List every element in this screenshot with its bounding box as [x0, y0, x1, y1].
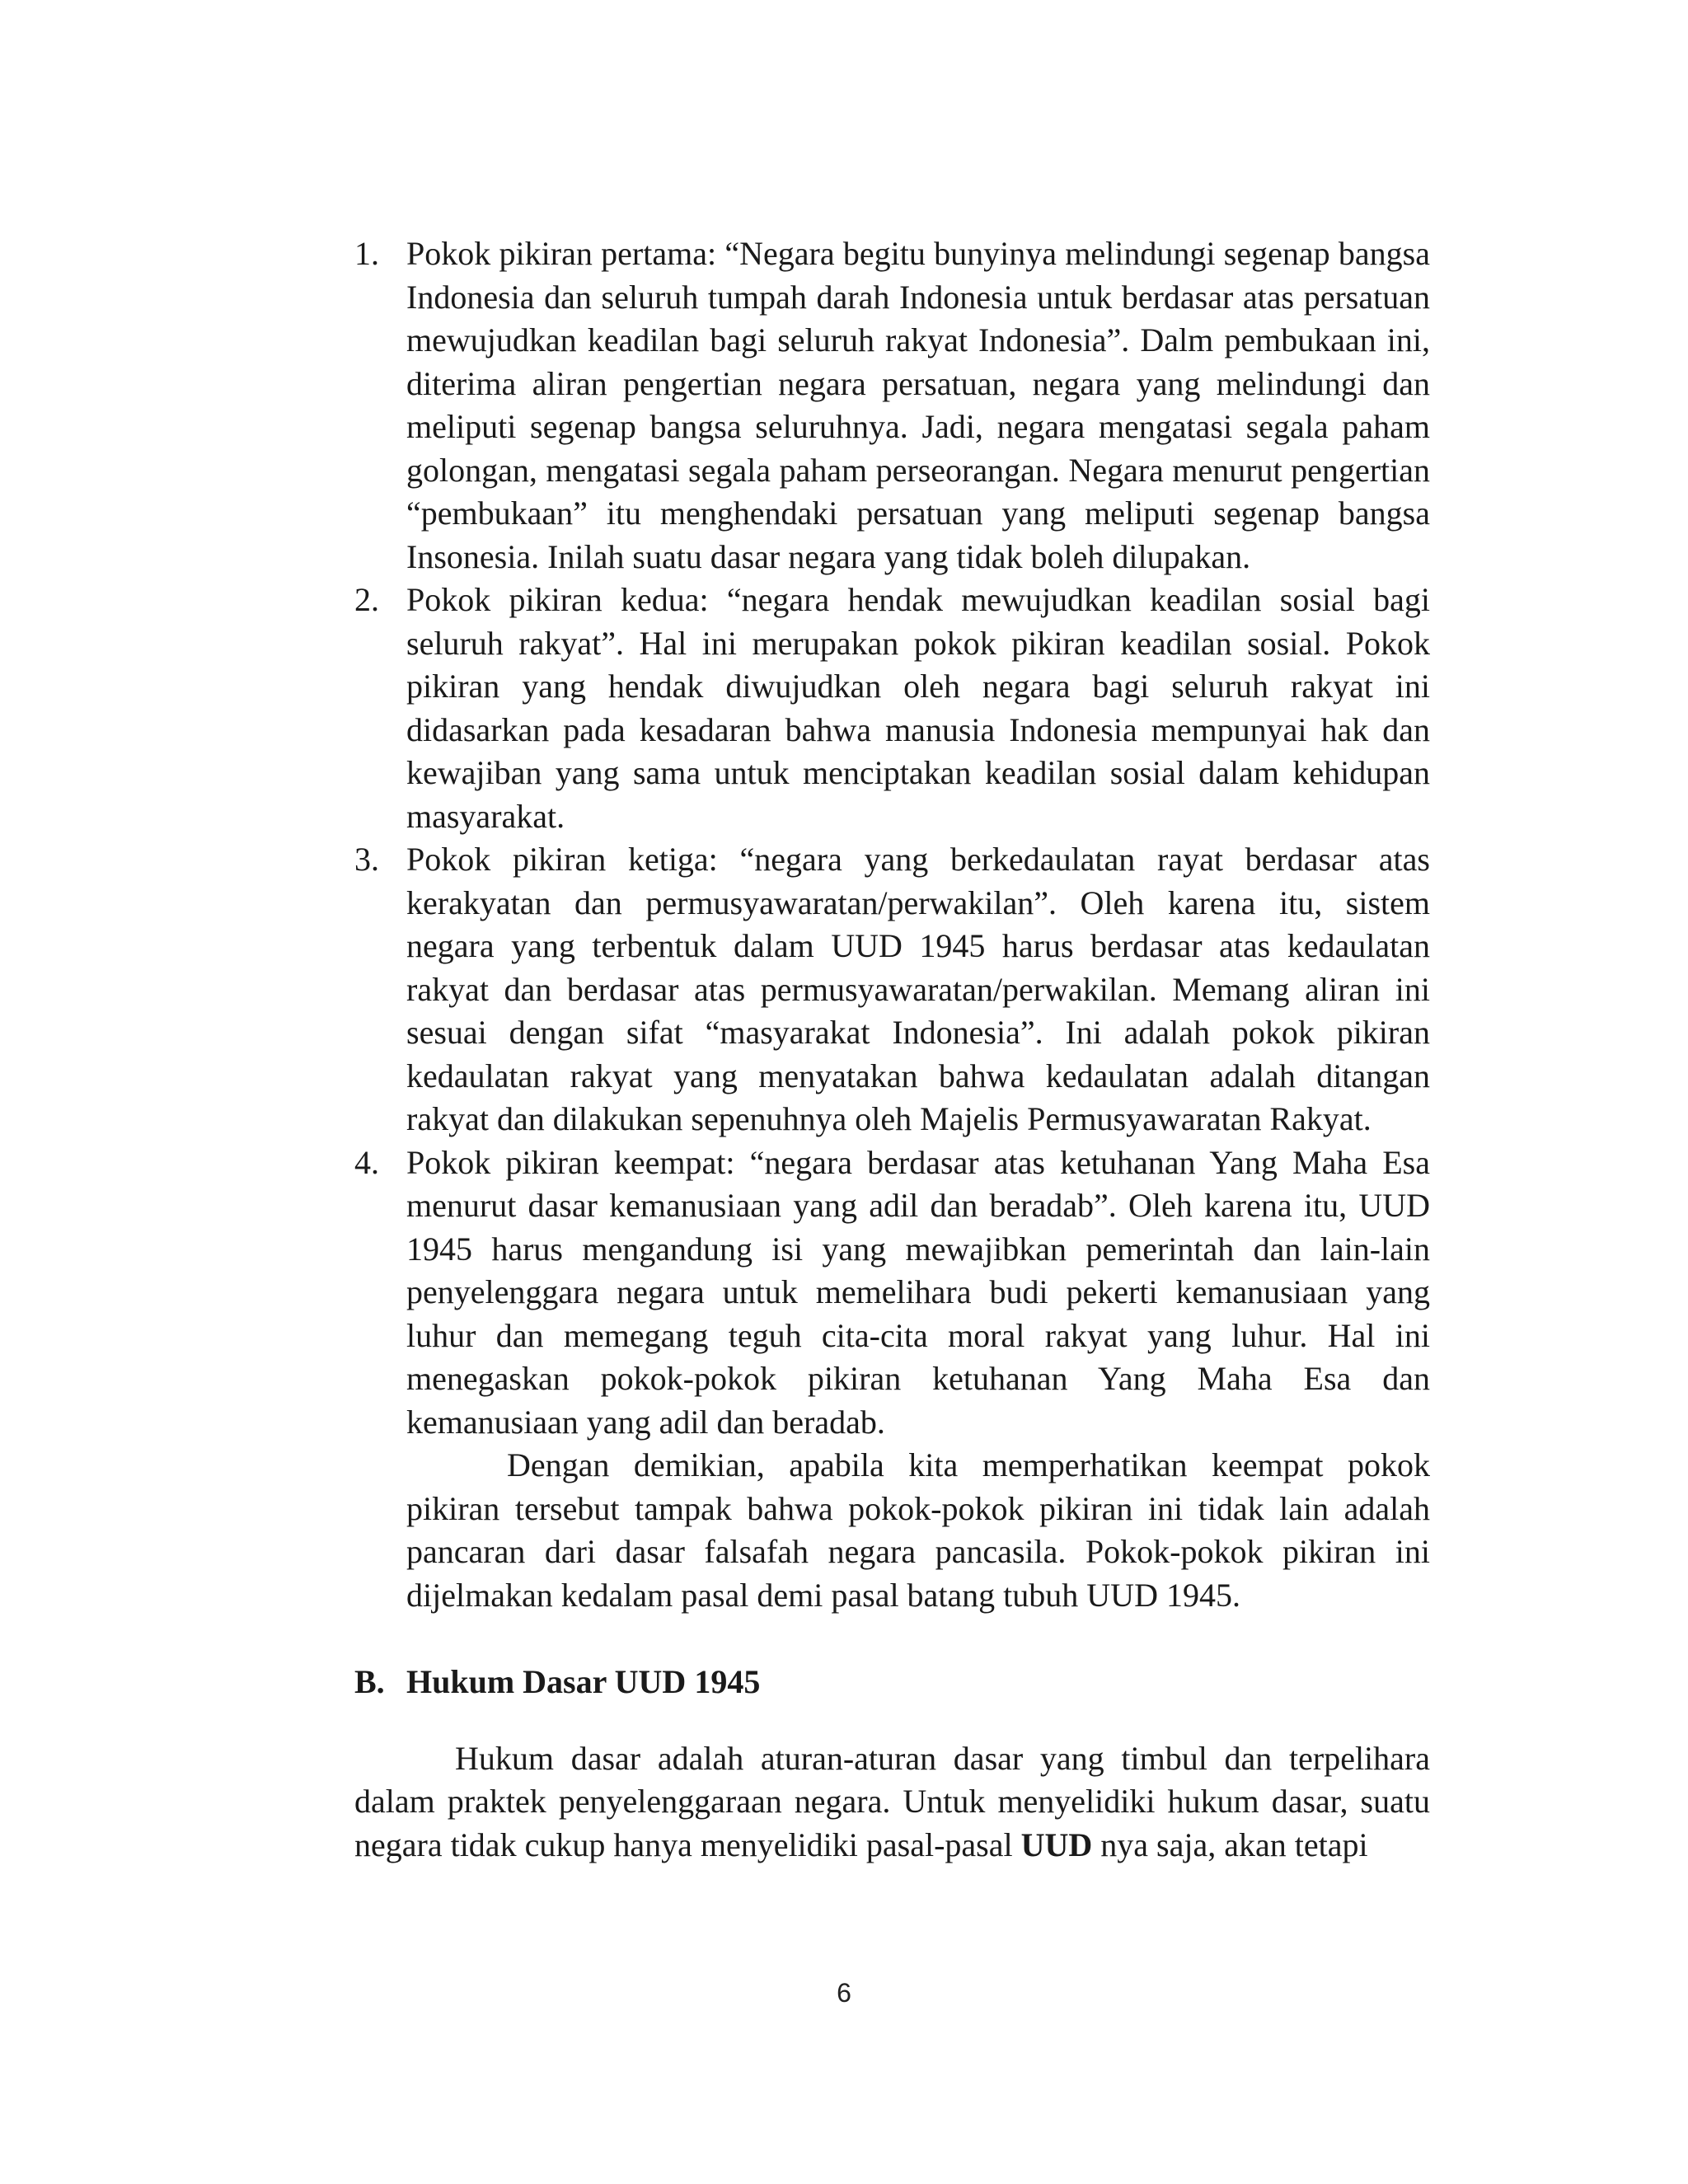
list-item: [354, 838, 1430, 1141]
page-number: 6: [837, 1978, 851, 2008]
list-item-number: 3.: [354, 841, 379, 878]
list-item-text: Pokok pikiran pertama: “Negara begitu bunyinya melindungi segenap bangsa Indonesia dan seluruh tumpah darah Indonesia untuk berdasar atas persatuan mewujudkan keadilan bagi seluruh rakyat Indonesia”. Dalm pembukaan ini, diterima aliran pengertian negara persatuan, negara yang melindungi dan meliputi segenap bangsa seluruhnya. Jadi, negara mengatasi segala paham golongan, mengatasi segala paham perseorangan. Negara menurut pengertian “pembukaan” itu menghendaki persatuan yang meliputi segenap bangsa Insonesia. Inilah suatu dasar negara yang tidak boleh dilupakan.: [406, 235, 1430, 575]
list-item-text: Pokok pikiran keempat: “negara berdasar atas ketuhanan Yang Maha Esa menurut dasar kemanusiaan yang adil dan beradab”. Oleh karena itu, UUD 1945 harus mengandung isi yang mewajibkan pemerintah dan lain-lain penyelenggara negara untuk memelihara budi pekerti kemanusiaan yang luhur dan memegang teguh cita-cita moral rakyat yang luhur. Hal ini menegaskan pokok-pokok pikiran ketuhanan Yang Maha Esa dan kemanusiaan yang adil dan beradab.: [406, 1143, 1430, 1441]
list-item-number: 1.: [354, 235, 379, 272]
body-text-bold: UUD: [1020, 1825, 1093, 1863]
section-letter: B.: [354, 1663, 385, 1700]
list-item-text: Pokok pikiran ketiga: “negara yang berkedaulatan rayat berdasar atas kerakyatan dan permusyawaratan/perwakilan”. Oleh karena itu, sistem negara yang terbentuk dalam UUD 1945 harus berdasar atas kedaulatan rakyat dan berdasar atas permusyawaratan/perwakilan. Memang aliran ini sesuai dengan sifat “masyarakat Indonesia”. Ini adalah pokok pikiran kedaulatan rakyat yang menyatakan bahwa kedaulatan adalah ditangan rakyat dan dilakukan sepenuhnya oleh Majelis Permusyawaratan Rakyat.: [406, 841, 1430, 1137]
list-item-number: 2.: [354, 581, 379, 618]
list-item-number: 4.: [354, 1143, 379, 1181]
section-title: Hukum Dasar UUD 1945: [406, 1663, 761, 1700]
body-text-start: Hukum dasar adalah aturan-aturan dasar yang timbul dan terpelihara dalam praktek penyelenggaraan negara. Untuk menyelidiki hukum dasar, suatu negara tidak cukup hanya menyelidiki pasal-pasal: [354, 1739, 1430, 1863]
pokok-pikiran-list: [354, 232, 1430, 1444]
list-item: [354, 232, 1430, 579]
section-heading: [354, 1661, 1430, 1704]
body-text-end: nya saja, akan tetapi: [1092, 1825, 1368, 1863]
closing-paragraph: Dengan demikian, apabila kita memperhatikan keempat pokok pikiran tersebut tampak bahwa pokok-pokok pikiran ini tidak lain adalah pancaran dari dasar falsafah negara pancasila. Pokok-pokok pikiran ini dijelmakan kedalam pasal demi pasal batang tubuh UUD 1945.: [406, 1446, 1430, 1614]
list-item: [354, 579, 1430, 838]
list-item: [354, 1141, 1430, 1445]
page-content: [354, 232, 1430, 1867]
body-paragraph: [354, 1737, 1430, 1868]
list-item-text: Pokok pikiran kedua: “negara hendak mewujudkan keadilan sosial bagi seluruh rakyat”. Hal ini merupakan pokok pikiran keadilan sosial. Pokok pikiran yang hendak diwujudkan oleh negara bagi seluruh rakyat ini didasarkan pada kesadaran bahwa manusia Indonesia mempunyai hak dan kewajiban yang sama untuk menciptakan keadilan sosial dalam kehidupan masyarakat.: [406, 581, 1430, 835]
